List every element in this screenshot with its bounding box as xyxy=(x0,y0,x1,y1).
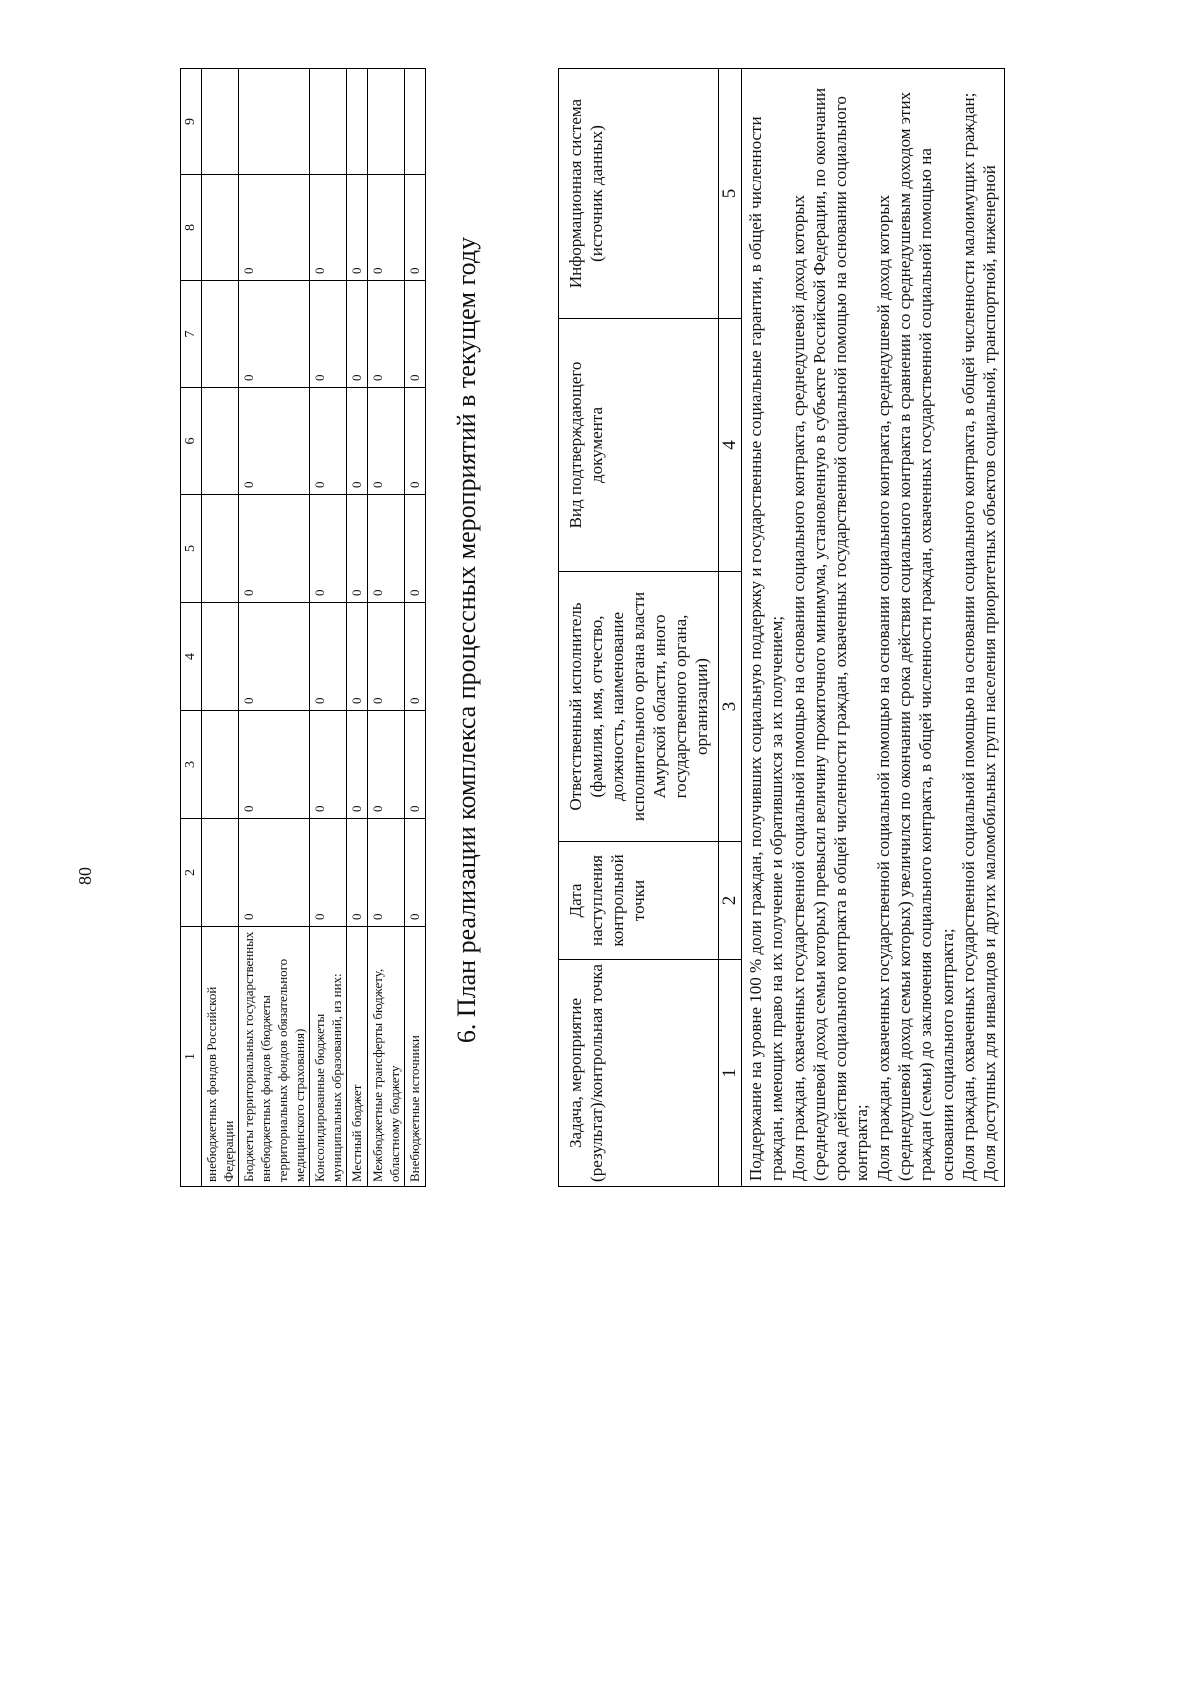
value-cell: 0 xyxy=(368,388,405,495)
row-label: Местный бюджет xyxy=(347,927,368,1187)
row-label: Внебюджетные источники xyxy=(405,927,426,1187)
value-cell: 0 xyxy=(405,175,426,281)
value-cell: 0 xyxy=(405,819,426,927)
value-cell xyxy=(202,388,239,495)
value-cell xyxy=(347,69,368,175)
plan-table-task-row xyxy=(742,69,1005,1187)
value-cell xyxy=(368,69,405,175)
value-cell: 0 xyxy=(239,281,310,388)
row-label: внебюджетных фондов Российской Федерации xyxy=(202,927,239,1187)
value-cell: 0 xyxy=(310,281,347,388)
value-cell: 0 xyxy=(368,175,405,281)
value-cell xyxy=(202,711,239,819)
value-cell xyxy=(202,281,239,388)
row-label: Консолидированные бюджеты муниципальных образований, из них: xyxy=(310,927,347,1187)
value-cell: 0 xyxy=(368,281,405,388)
plan-table xyxy=(558,68,1005,1187)
value-cell: 0 xyxy=(239,819,310,927)
value-cell: 0 xyxy=(239,495,310,603)
value-cell: 0 xyxy=(405,495,426,603)
task-paragraph: Доля граждан, охваченных государственной социальной помощью на основании социального контракта, среднедушевой доход которых (среднедушевой доход семьи которых) увеличился по окончании срока действия социального контракта в сравнении со среднедушевым доходом этих граждан (семьи) до заключения социального контракта, в общей численности граждан, охваченных государственной социальной помощью на основании социального контракта; xyxy=(873,91,957,1181)
col-number: 9 xyxy=(181,69,202,175)
value-cell: 0 xyxy=(405,711,426,819)
header-task: Задача, мероприятие (результат)/контрольная точка xyxy=(559,960,719,1187)
col-number: 2 xyxy=(181,819,202,927)
value-cell: 0 xyxy=(347,281,368,388)
value-cell xyxy=(202,175,239,281)
col-number: 1 xyxy=(719,960,742,1187)
col-number: 6 xyxy=(181,388,202,495)
value-cell: 0 xyxy=(368,819,405,927)
value-cell: 0 xyxy=(239,175,310,281)
col-number: 5 xyxy=(719,69,742,319)
header-responsible: Ответственный исполнитель (фамилия, имя, отчество, должность, наименование исполнительного органа власти Амурской области, иного государственного органа, организации) xyxy=(559,572,719,842)
col-number: 3 xyxy=(719,572,742,842)
value-cell xyxy=(202,495,239,603)
header-document: Вид подтверждающего документа xyxy=(559,319,719,572)
value-cell: 0 xyxy=(368,711,405,819)
task-paragraph: Поддержание на уровне 100 % доли граждан, получивших социальную поддержку и государственные социальные гарантии, в общей численности граждан, имеющих право на их получение и обратившихся за их получением; xyxy=(746,116,787,1181)
budget-table-row xyxy=(239,69,310,1187)
value-cell xyxy=(310,69,347,175)
header-date: Дата наступления контрольной точки xyxy=(559,842,719,960)
value-cell: 0 xyxy=(347,603,368,711)
budget-table-row xyxy=(310,69,347,1187)
value-cell: 0 xyxy=(239,603,310,711)
col-number: 1 xyxy=(181,927,202,1187)
value-cell: 0 xyxy=(405,388,426,495)
col-number: 4 xyxy=(181,603,202,711)
value-cell: 0 xyxy=(368,603,405,711)
value-cell: 0 xyxy=(239,388,310,495)
value-cell: 0 xyxy=(368,495,405,603)
value-cell: 0 xyxy=(405,281,426,388)
budget-table-row xyxy=(347,69,368,1187)
value-cell: 0 xyxy=(347,388,368,495)
budget-table-row xyxy=(405,69,426,1187)
value-cell xyxy=(202,603,239,711)
col-number: 7 xyxy=(181,281,202,388)
value-cell: 0 xyxy=(347,495,368,603)
budget-table-header-row xyxy=(181,69,202,1187)
budget-table xyxy=(180,68,426,1187)
value-cell xyxy=(202,819,239,927)
value-cell: 0 xyxy=(347,819,368,927)
task-paragraph: Доля граждан, охваченных государственной социальной помощью на основании социального контракта, в общей численности малоимущих граждан; xyxy=(958,92,978,1181)
value-cell xyxy=(239,69,310,175)
value-cell: 0 xyxy=(310,603,347,711)
value-cell: 0 xyxy=(310,711,347,819)
value-cell xyxy=(405,69,426,175)
col-number: 3 xyxy=(181,711,202,819)
budget-table-row xyxy=(202,69,239,1187)
col-number: 5 xyxy=(181,495,202,603)
row-label: Бюджеты территориальных государственных внебюджетных фондов (бюджеты территориальных фондов обязательного медицинского страхования) xyxy=(239,927,310,1187)
value-cell: 0 xyxy=(310,175,347,281)
col-number: 8 xyxy=(181,175,202,281)
value-cell: 0 xyxy=(310,819,347,927)
page-number: 80 xyxy=(75,867,95,885)
value-cell: 0 xyxy=(310,388,347,495)
budget-table-row xyxy=(368,69,405,1187)
section-title: 6. План реализации комплекса процессных мероприятий в текущем году xyxy=(452,236,481,1044)
value-cell: 0 xyxy=(347,175,368,281)
plan-table-header-row xyxy=(559,69,719,1187)
row-label: Межбюджетные трансферты бюджету, областному бюджету xyxy=(368,927,405,1187)
value-cell: 0 xyxy=(310,495,347,603)
value-cell: 0 xyxy=(347,711,368,819)
value-cell: 0 xyxy=(405,603,426,711)
task-paragraph: Доля доступных для инвалидов и других маломобильных групп населения приоритетных объектов социальной, транспортной, инженерной xyxy=(980,165,1000,1181)
task-paragraph: Доля граждан, охваченных государственной социальной помощью на основании социального контракта, среднедушевой доход которых (среднедушевой доход семьи которых) превысил величину прожиточного минимума, установленную в субъекте Российской Федерации, по окончании срока действия социального контракта в общей численности граждан, охваченных государственной социальной помощью на основании социального контракта; xyxy=(788,87,872,1181)
col-number: 4 xyxy=(719,319,742,572)
col-number: 2 xyxy=(719,842,742,960)
value-cell: 0 xyxy=(239,711,310,819)
plan-table-number-row xyxy=(719,69,742,1187)
task-cell xyxy=(742,69,1005,1187)
header-info-system: Информационная система (источник данных) xyxy=(559,69,719,319)
value-cell xyxy=(202,69,239,175)
